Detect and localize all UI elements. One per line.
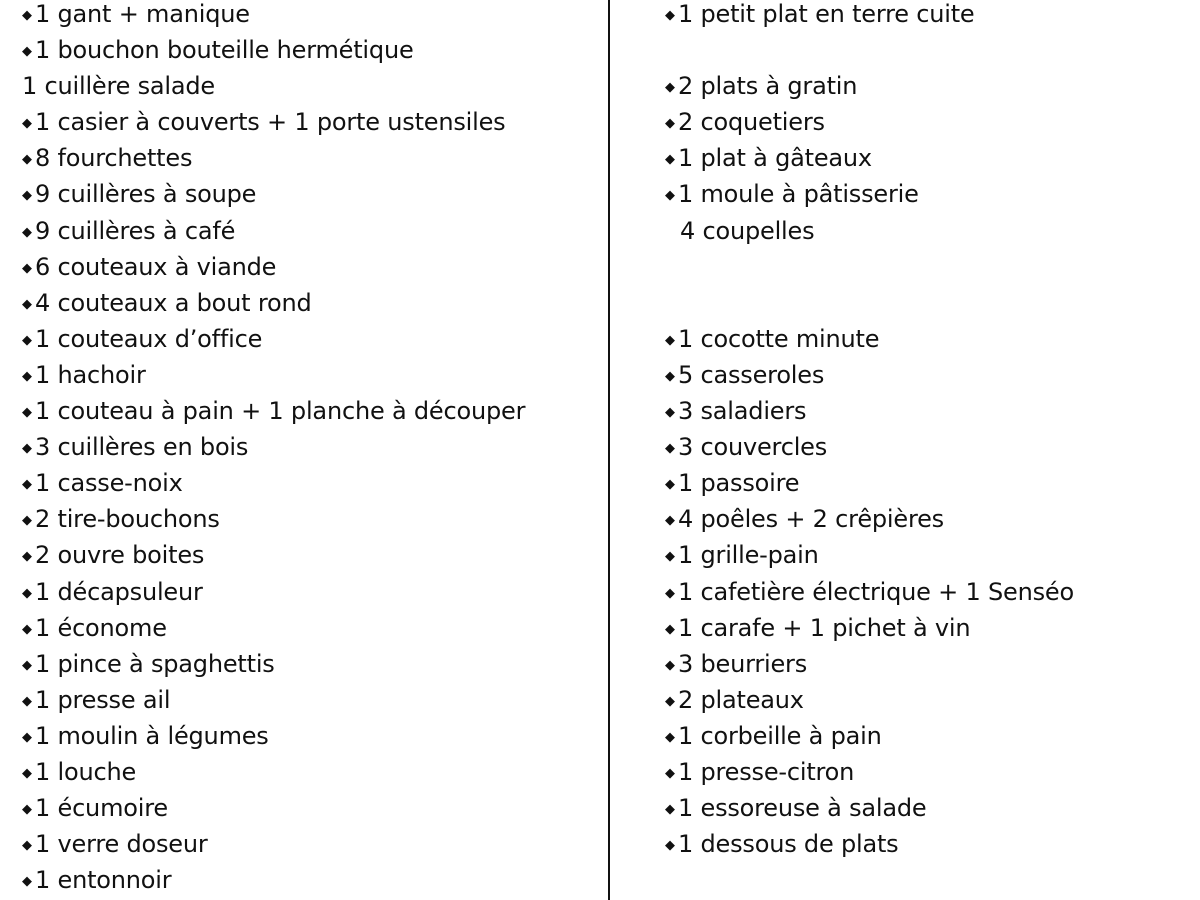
diamond-bullet-icon: ◆ <box>665 838 675 854</box>
diamond-bullet-icon: ◆ <box>22 513 32 529</box>
list-item: ◆ 1 grille-pain <box>665 537 1185 573</box>
list-item: ◆ 1 moulin à légumes <box>22 718 592 754</box>
diamond-bullet-icon: ◆ <box>22 874 32 890</box>
list-item: ◆ 1 verre doseur <box>22 826 592 862</box>
right-column-list <box>665 0 1185 862</box>
diamond-bullet-icon: ◆ <box>22 838 32 854</box>
blank-line <box>665 249 1185 285</box>
list-item: ◆ 1 couteau à pain + 1 planche à découper <box>22 393 592 429</box>
diamond-bullet-icon: ◆ <box>22 224 32 240</box>
diamond-bullet-icon: ◆ <box>22 477 32 493</box>
diamond-bullet-icon: ◆ <box>22 621 32 637</box>
list-item: ◆ 1 passoire <box>665 465 1185 501</box>
blank-line <box>665 285 1185 321</box>
list-item: ◆ 6 couteaux à viande <box>22 249 592 285</box>
diamond-bullet-icon: ◆ <box>665 152 675 168</box>
blank-line <box>665 32 1185 68</box>
diamond-bullet-icon: ◆ <box>22 116 32 132</box>
diamond-bullet-icon: ◆ <box>22 802 32 818</box>
list-item: ◆ 4 poêles + 2 crêpières <box>665 501 1185 537</box>
diamond-bullet-icon: ◆ <box>22 693 32 709</box>
diamond-bullet-icon: ◆ <box>665 441 675 457</box>
list-item: ◆ 2 plats à gratin <box>665 68 1185 104</box>
list-item: ◆ 1 hachoir <box>22 357 592 393</box>
list-item: ◆ 5 casseroles <box>665 357 1185 393</box>
diamond-bullet-icon: ◆ <box>665 729 675 745</box>
diamond-bullet-icon: ◆ <box>665 621 675 637</box>
list-item: ◆ 1 carafe + 1 pichet à vin <box>665 610 1185 646</box>
diamond-bullet-icon: ◆ <box>22 188 32 204</box>
diamond-bullet-icon: ◆ <box>665 693 675 709</box>
list-item: ◆ 1 casier à couverts + 1 porte ustensiles <box>22 104 592 140</box>
list-item: ◆ 2 coquetiers <box>665 104 1185 140</box>
diamond-bullet-icon: ◆ <box>22 729 32 745</box>
diamond-bullet-icon: ◆ <box>22 152 32 168</box>
diamond-bullet-icon: ◆ <box>665 549 675 565</box>
diamond-bullet-icon: ◆ <box>665 80 675 96</box>
list-item: ◆ 1 entonnoir <box>22 862 592 898</box>
diamond-bullet-icon: ◆ <box>665 802 675 818</box>
list-item: ◆ 3 cuillères en bois <box>22 429 592 465</box>
list-item: ◆ 9 cuillères à café <box>22 213 592 249</box>
diamond-bullet-icon: ◆ <box>22 657 32 673</box>
list-item: ◆ 2 ouvre boites <box>22 537 592 573</box>
list-item: ◆ 3 beurriers <box>665 646 1185 682</box>
diamond-bullet-icon: ◆ <box>22 8 32 23</box>
diamond-bullet-icon: ◆ <box>665 765 675 781</box>
list-item: 1 cuillère salade <box>22 72 215 101</box>
diamond-bullet-icon: ◆ <box>665 332 675 348</box>
diamond-bullet-icon: ◆ <box>22 405 32 421</box>
list-item: ◆ 1 cocotte minute <box>665 321 1185 357</box>
list-item: ◆ 3 couvercles <box>665 429 1185 465</box>
list-item: ◆ 1 gant + manique <box>22 0 592 32</box>
list-item: ◆ 1 cafetière électrique + 1 Senséo <box>665 574 1185 610</box>
list-item: ◆ 1 corbeille à pain <box>665 718 1185 754</box>
list-item: ◆ 1 petit plat en terre cuite <box>665 0 1185 32</box>
diamond-bullet-icon: ◆ <box>665 513 675 529</box>
list-item: ◆ 4 couteaux a bout rond <box>22 285 592 321</box>
diamond-bullet-icon: ◆ <box>665 405 675 421</box>
diamond-bullet-icon: ◆ <box>665 477 675 493</box>
list-item: ◆ 1 moule à pâtisserie <box>665 176 1185 212</box>
list-item: ◆ 1 couteaux d’office <box>22 321 592 357</box>
diamond-bullet-icon: ◆ <box>665 8 675 23</box>
list-item: ◆ 1 presse-citron <box>665 754 1185 790</box>
list-item: ◆ 1 presse ail <box>22 682 592 718</box>
column-divider <box>608 0 610 900</box>
list-item: ◆ 1 essoreuse à salade <box>665 790 1185 826</box>
diamond-bullet-icon: ◆ <box>22 368 32 384</box>
diamond-bullet-icon: ◆ <box>22 332 32 348</box>
diamond-bullet-icon: ◆ <box>665 368 675 384</box>
diamond-bullet-icon: ◆ <box>22 44 32 60</box>
list-item: ◆ 1 économe <box>22 610 592 646</box>
diamond-bullet-icon: ◆ <box>22 441 32 457</box>
list-item: 4 coupelles <box>680 216 815 245</box>
diamond-bullet-icon: ◆ <box>665 657 675 673</box>
list-item: ◆ 8 fourchettes <box>22 140 592 176</box>
diamond-bullet-icon: ◆ <box>22 549 32 565</box>
list-item: ◆ 1 dessous de plats <box>665 826 1185 862</box>
list-item: ◆ 1 pince à spaghettis <box>22 646 592 682</box>
list-item: ◆ 3 saladiers <box>665 393 1185 429</box>
diamond-bullet-icon: ◆ <box>22 260 32 276</box>
diamond-bullet-icon: ◆ <box>22 585 32 601</box>
diamond-bullet-icon: ◆ <box>22 765 32 781</box>
list-item: ◆ 2 tire-bouchons <box>22 501 592 537</box>
list-item: ◆ 1 casse-noix <box>22 465 592 501</box>
diamond-bullet-icon: ◆ <box>665 116 675 132</box>
left-column-list <box>22 0 592 898</box>
list-item: ◆ 2 plateaux <box>665 682 1185 718</box>
list-item: ◆ 1 plat à gâteaux <box>665 140 1185 176</box>
list-item: ◆ 1 bouchon bouteille hermétique <box>22 32 592 68</box>
list-item: ◆ 1 écumoire <box>22 790 592 826</box>
list-item: ◆ 9 cuillères à soupe <box>22 176 592 212</box>
diamond-bullet-icon: ◆ <box>665 585 675 601</box>
list-item: ◆ 1 décapsuleur <box>22 574 592 610</box>
diamond-bullet-icon: ◆ <box>665 188 675 204</box>
list-item: ◆ 1 louche <box>22 754 592 790</box>
diamond-bullet-icon: ◆ <box>22 296 32 312</box>
